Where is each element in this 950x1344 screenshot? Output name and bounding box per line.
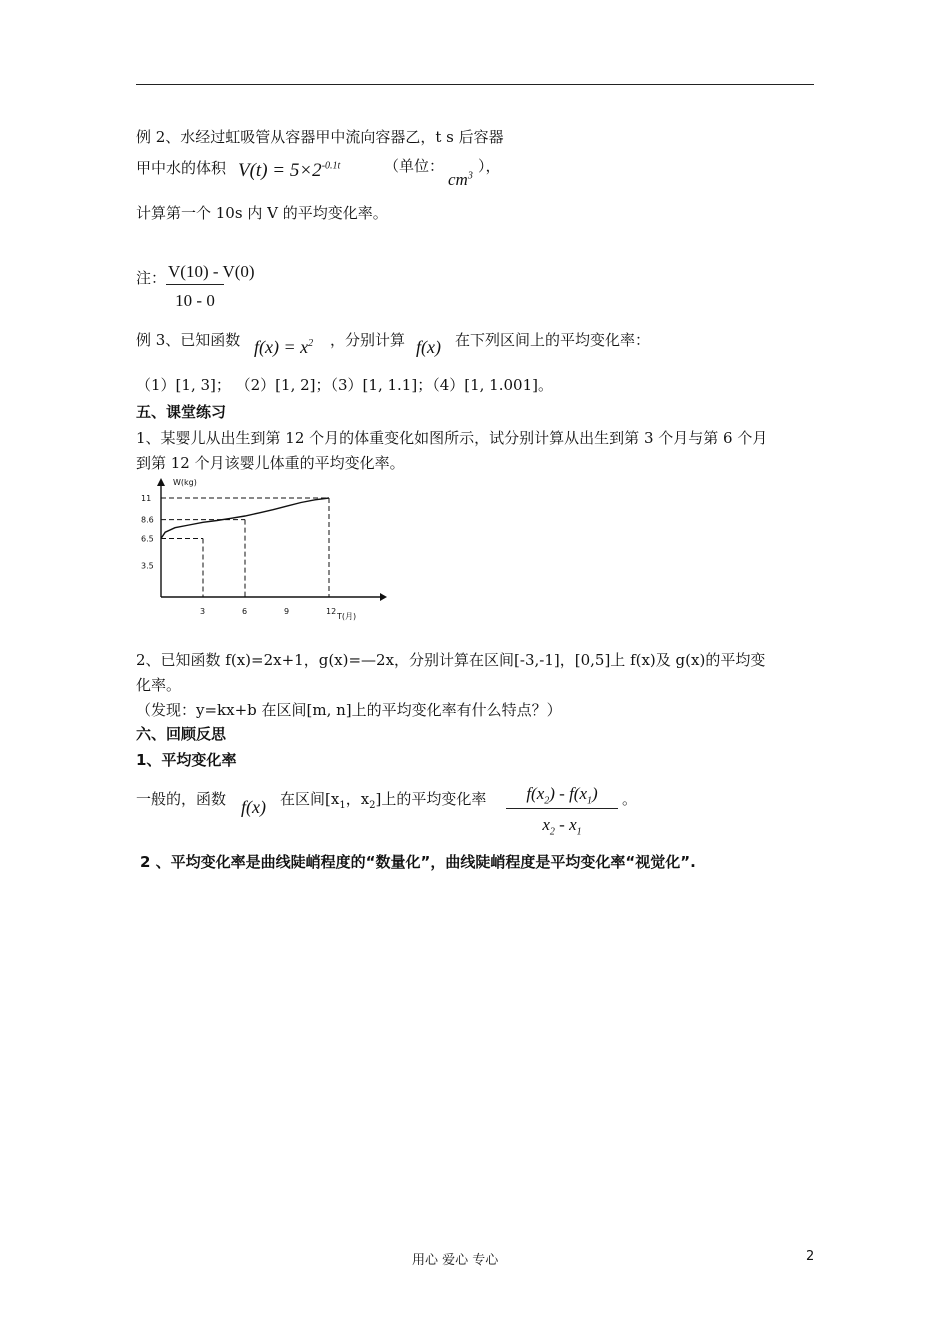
section6-sub1: 1、平均变化率 — [136, 751, 237, 769]
unit-close: ）， — [478, 157, 501, 175]
section5-ex1-line2: 到第 12 个月该婴儿体重的平均变化率。 — [136, 454, 405, 472]
unit-cm3: $cm^3$ — [448, 170, 473, 189]
note-label: 注： — [136, 269, 167, 287]
example3-prefix: 例 3、已知函数 — [136, 331, 241, 349]
example3-suffix: 在下列区间上的平均变化率： — [455, 331, 651, 349]
y-tick-label-0: 11 — [141, 494, 152, 503]
note-fraction — [168, 262, 255, 311]
weight-chart — [130, 474, 400, 630]
general-interval: 在区间[$x_1$，$x_2$]上的平均变化率 — [280, 790, 487, 811]
example2-line1: 例 2、水经过虹吸管从容器甲中流向容器乙，t s 后容器 — [136, 128, 504, 146]
general-period: 。 — [622, 790, 638, 808]
x-tick-label-0: 3 — [200, 607, 206, 616]
y-tick-label-3: 3.5 — [141, 561, 154, 571]
avg-rate-numerator: $f(x_2) - f(x_1)$ — [506, 784, 618, 809]
section5-ex2-line1: 2、已知函数 f(x)=2x+1，g(x)=—2x，分别计算在区间[-3,-1]，[0,5]上 f(x)及 g(x)的平均变 — [136, 651, 766, 669]
general-prefix: 一般的，函数 — [136, 790, 227, 808]
x-tick-label-1: 6 — [242, 607, 248, 616]
example3-func2: f(x) — [416, 337, 441, 357]
note-denominator: 10 - 0 — [175, 291, 215, 310]
general-func: f(x) — [241, 797, 266, 817]
section5-title: 五、课堂练习 — [136, 403, 227, 421]
example3-intervals: （1）[1, 3]； （2）[1, 2]；（3）[1, 1.1]；（4）[1, 1.001]。 — [136, 376, 553, 394]
example3-mid: ，分别计算 — [330, 331, 406, 349]
x-axis-label: T(月) — [337, 612, 357, 621]
note-numerator: V(10) - V(0) — [166, 262, 224, 285]
avg-rate-fraction — [506, 784, 618, 838]
volume-formula: $V(t) = 5\times 2^{-0.1t}$ — [238, 160, 341, 181]
section5-discover: （发现：y=kx+b 在区间[m, n]上的平均变化率有什么特点？） — [136, 701, 562, 719]
section5-ex2-line2: 化率。 — [136, 676, 182, 694]
example3-func: $f(x) = x^2$ — [254, 337, 314, 357]
unit-label: （单位： — [384, 157, 445, 175]
x-axis-arrow — [380, 593, 387, 601]
header-rule — [136, 84, 814, 85]
section6-title: 六、回顾反思 — [136, 725, 227, 743]
x-tick-label-2: 9 — [284, 607, 290, 616]
y-tick-label-2: 6.5 — [141, 534, 154, 544]
example2-line2-prefix: 甲中水的体积 — [136, 159, 227, 177]
avg-rate-denominator: $x_2 - x_1$ — [542, 815, 582, 838]
example2-line3: 计算第一个 10s 内 V 的平均变化率。 — [136, 204, 388, 222]
section5-ex1-line1: 1、某婴儿从出生到第 12 个月的体重变化如图所示，试分别计算从出生到第 3 个月与第 6 个月 — [136, 429, 768, 447]
y-axis-label: W(kg) — [173, 478, 197, 487]
footer-center: 用心 爱心 专心 — [412, 1253, 499, 1268]
section6-sub2: 2 、平均变化率是曲线陡峭程度的“数量化”，曲线陡峭程度是平均变化率“视觉化”. — [140, 853, 696, 871]
x-tick-label-3: 12 — [326, 607, 337, 616]
page-number: 2 — [806, 1249, 815, 1264]
y-axis-arrow — [157, 478, 165, 486]
y-tick-label-1: 8.6 — [141, 515, 154, 525]
